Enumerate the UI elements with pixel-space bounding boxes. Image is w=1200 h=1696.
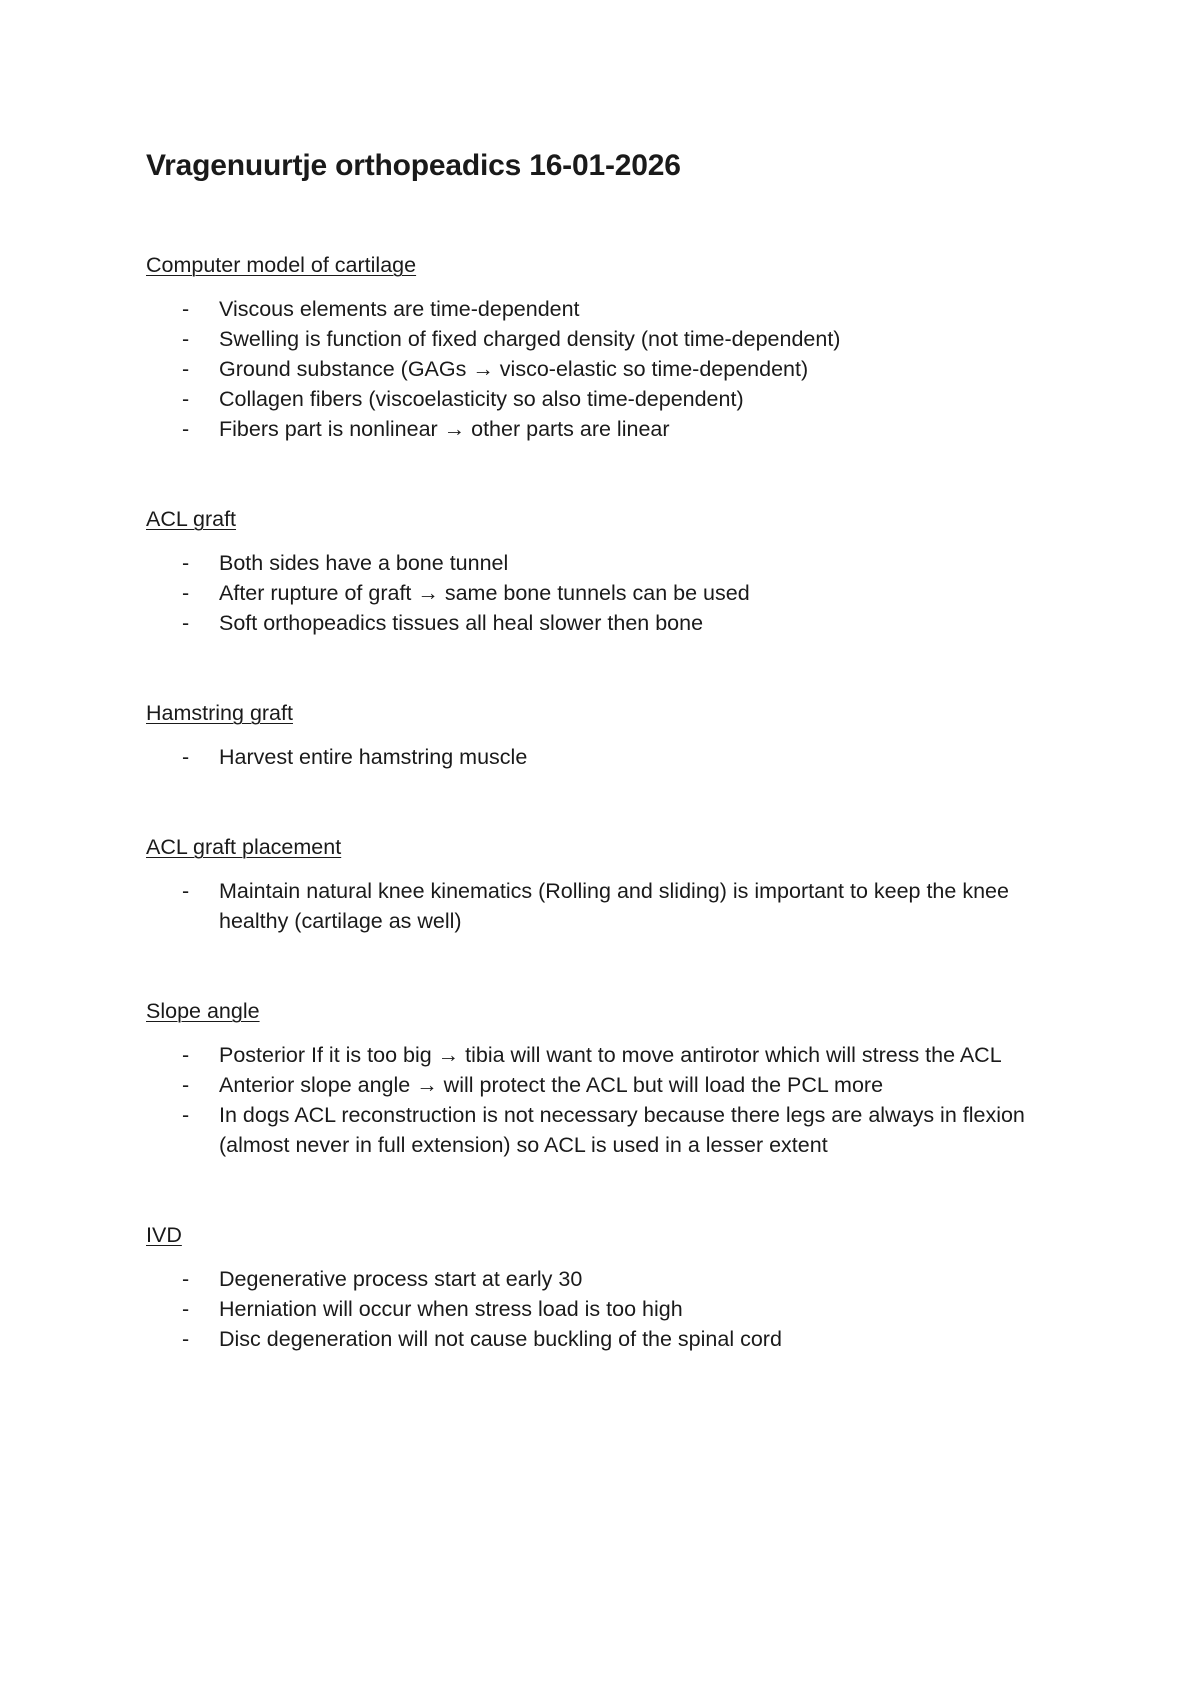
bullet-dash: - [182,745,190,769]
list-item-text: Ground substance (GAGs → visco-elastic so time-dependent) [219,357,809,381]
list-item-text: Viscous elements are time-dependent [219,297,580,321]
section-heading: Hamstring graft [146,701,293,725]
list-item [146,1324,1080,1354]
list-item [146,1040,1080,1070]
list-item-text: In dogs ACL reconstruction is not necessary because there legs are always in flexion (almost never in full extension) so ACL is used in a lesser extent [219,1103,1025,1157]
list-item [146,578,1080,608]
bullet-dash: - [182,327,190,351]
list-item [146,354,1080,384]
bullet-list [146,876,1080,936]
bullet-dash: - [182,1043,190,1067]
bullet-list [146,1264,1080,1354]
section-heading: Computer model of cartilage [146,253,417,277]
list-item-text: After rupture of graft → same bone tunnels can be used [219,581,750,605]
bullet-dash: - [182,879,190,903]
bullet-list [146,548,1080,638]
list-item [146,324,1080,354]
list-item-text: Posterior If it is too big → tibia will want to move antirotor which will stress the ACL [219,1043,1002,1067]
bullet-list [146,742,1080,772]
bullet-dash: - [182,1327,190,1351]
bullet-dash: - [182,1267,190,1291]
list-item [146,414,1080,444]
list-item-text: Swelling is function of fixed charged density (not time-dependent) [219,327,841,351]
list-item-text: Both sides have a bone tunnel [219,551,509,575]
list-item [146,1264,1080,1294]
bullet-dash: - [182,581,190,605]
section-heading: ACL graft placement [146,835,342,859]
bullet-list [146,1040,1080,1160]
list-item [146,548,1080,578]
list-item-text: Fibers part is nonlinear → other parts are linear [219,417,670,441]
list-item-text: Anterior slope angle → will protect the ACL but will load the PCL more [219,1073,884,1097]
list-item [146,608,1080,638]
section-computer-model [146,250,1080,444]
list-item [146,1100,1080,1160]
section-heading: ACL graft [146,507,237,531]
list-item [146,742,1080,772]
bullet-dash: - [182,611,190,635]
bullet-dash: - [182,417,190,441]
list-item [146,876,1080,936]
section-heading: Slope angle [146,999,260,1023]
document-title: Vragenuurtje orthopeadics 16-01-2026 [146,149,681,182]
section-hamstring-graft [146,698,1080,772]
bullet-dash: - [182,551,190,575]
sections-container [146,250,1080,1354]
list-item [146,294,1080,324]
list-item-text: Disc degeneration will not cause buckling of the spinal cord [219,1327,782,1351]
section-acl-graft-placement [146,832,1080,936]
bullet-dash: - [182,1297,190,1321]
bullet-list [146,294,1080,444]
list-item-text: Harvest entire hamstring muscle [219,745,528,769]
bullet-dash: - [182,387,190,411]
bullet-dash: - [182,1103,190,1127]
list-item [146,1070,1080,1100]
list-item [146,384,1080,414]
list-item-text: Collagen fibers (viscoelasticity so also time-dependent) [219,387,744,411]
bullet-dash: - [182,1073,190,1097]
list-item [146,1294,1080,1324]
list-item-text: Degenerative process start at early 30 [219,1267,583,1291]
bullet-dash: - [182,297,190,321]
section-ivd [146,1220,1080,1354]
section-slope-angle [146,996,1080,1160]
section-acl-graft [146,504,1080,638]
bullet-dash: - [182,357,190,381]
list-item-text: Soft orthopeadics tissues all heal slower then bone [219,611,704,635]
section-heading: IVD [146,1223,182,1247]
list-item-text: Herniation will occur when stress load is too high [219,1297,683,1321]
list-item-text: Maintain natural knee kinematics (Rolling and sliding) is important to keep the knee healthy (cartilage as well) [219,879,1009,933]
